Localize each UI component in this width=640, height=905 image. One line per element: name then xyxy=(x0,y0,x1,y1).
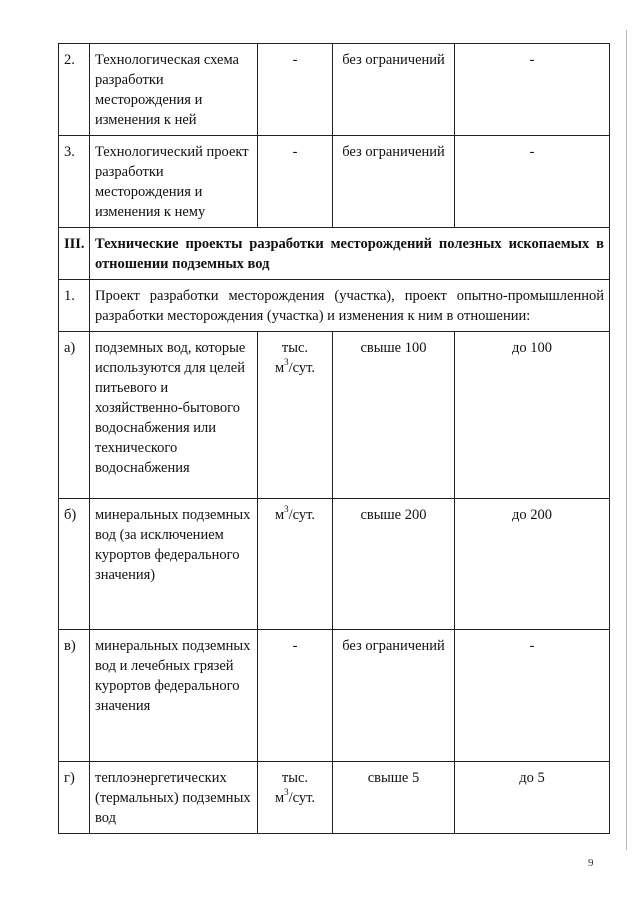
table-row-b xyxy=(59,499,610,630)
row-name: Технологический проект разработки месторождения и изменения к нему xyxy=(90,136,258,228)
table-row-3 xyxy=(59,136,610,228)
unit-base: м xyxy=(274,790,285,806)
page-number: 9 xyxy=(588,857,594,869)
row-letter: б) xyxy=(59,499,90,630)
threshold-cell: без ограничений xyxy=(333,136,455,228)
unit-suffix: /сут. xyxy=(288,507,316,523)
threshold-cell: свыше 100 xyxy=(333,332,455,499)
unit-suffix: /сут. xyxy=(288,790,316,806)
unit-suffix: /сут. xyxy=(288,360,316,376)
row-name: теплоэнергетических (термальных) подземных вод xyxy=(90,762,258,834)
limit-cell: - xyxy=(455,44,610,136)
unit-cell xyxy=(258,332,333,499)
threshold-cell: без ограничений xyxy=(333,630,455,762)
row-name: Технологическая схема разработки месторождения и изменения к ней xyxy=(90,44,258,136)
unit-exponent: 3 xyxy=(284,357,289,368)
threshold-cell: свыше 200 xyxy=(333,499,455,630)
table-row-v xyxy=(59,630,610,762)
table-row-a xyxy=(59,332,610,499)
unit-cell: - xyxy=(258,136,333,228)
unit-cell: - xyxy=(258,44,333,136)
row-letter: а) xyxy=(59,332,90,499)
row-letter: г) xyxy=(59,762,90,834)
unit-base: м xyxy=(274,507,285,523)
unit-prefix: тыс. xyxy=(281,770,309,786)
section-row-3 xyxy=(59,228,610,280)
row-name: минеральных подземных вод и лечебных грязей курортов федерального значения xyxy=(90,630,258,762)
limit-cell: до 5 xyxy=(455,762,610,834)
requirements-table xyxy=(58,43,610,834)
section-number: III. xyxy=(59,228,90,280)
table-row-1 xyxy=(59,280,610,332)
row-number: 1. xyxy=(59,280,90,332)
limit-cell: до 200 xyxy=(455,499,610,630)
row-name: подземных вод, которые используются для целей питьевого и хозяйственно-бытового водоснабжения или технического водоснабжения xyxy=(90,332,258,499)
unit-exponent: 3 xyxy=(284,787,289,798)
unit-prefix: тыс. xyxy=(281,340,309,356)
unit-base: м xyxy=(274,360,285,376)
unit-exponent: 3 xyxy=(284,504,289,515)
limit-cell: - xyxy=(455,136,610,228)
table-row-g xyxy=(59,762,610,834)
unit-cell xyxy=(258,762,333,834)
threshold-cell: свыше 5 xyxy=(333,762,455,834)
scan-edge-line xyxy=(626,30,627,850)
table-row-2 xyxy=(59,44,610,136)
row-number: 2. xyxy=(59,44,90,136)
threshold-cell: без ограничений xyxy=(333,44,455,136)
row-letter: в) xyxy=(59,630,90,762)
unit-cell xyxy=(258,499,333,630)
unit-cell: - xyxy=(258,630,333,762)
row-number: 3. xyxy=(59,136,90,228)
section-title: Технические проекты разработки месторождений полезных ископаемых в отношении подземных вод xyxy=(90,228,610,280)
limit-cell: - xyxy=(455,630,610,762)
row-text: Проект разработки месторождения (участка), проект опытно-промышленной разработки месторождения (участка) и изменения к ним в отношении: xyxy=(90,280,610,332)
row-name: минеральных подземных вод (за исключением курортов федерального значения) xyxy=(90,499,258,630)
limit-cell: до 100 xyxy=(455,332,610,499)
